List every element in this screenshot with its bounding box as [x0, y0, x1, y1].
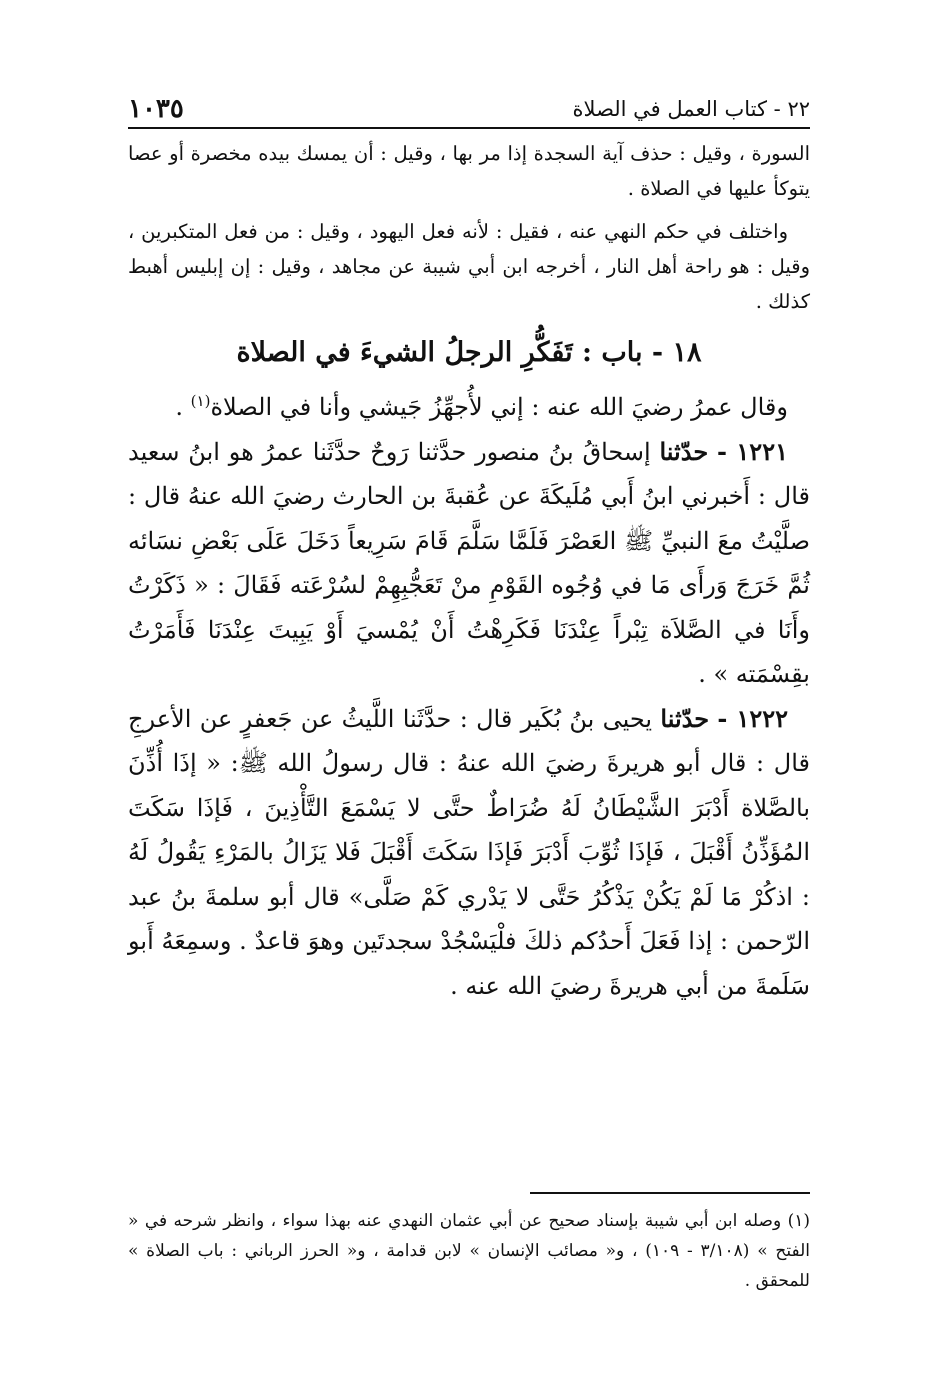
narration-keyword: حدّثنا — [660, 703, 710, 733]
footnotes — [128, 1206, 810, 1296]
hadith-text: إسحاقُ بنُ منصور حدَّثنا رَوحٌ حدَّثَنا عمرُ هو ابنُ سعيد قال : أَخبرني ابنُ أَبي مُلَيكَةَ عن عُقبةَ بن الحارث رضيَ الله عنهُ قال : صلَّيْتُ معَ النبيِّ ﷺ العَصْرَ فَلَمَّا سَلَّمَ قَامَ سَرِيعاً دَخَلَ عَلَى بَعْضِ نسَائه ثُمَّ خَرَجَ وَرأَى مَا في وُجُوه القَوْمِ منْ تَعَجُّبِهِمْ لسُرْعَته فَقَالَ : « ذَكَرْتُ وأَنَا في الصَّلاَة تِبْراً عِنْدَنَا فَكَرِهْتُ أَنْ يُمْسيَ أَوْ يَبِيتَ عِنْدَنَا فَأَمَرْتُ بقِسْمَته » . — [128, 437, 810, 688]
running-title: ٢٢ - كتاب العمل في الصلاة — [572, 97, 810, 121]
chapter-heading: ١٨ - باب : تَفَكُّرِ الرجلُ الشيءَ في الصلاة — [236, 337, 702, 368]
page-body — [128, 136, 810, 1008]
hadith-text: يحيى بنُ بُكَير قال : حدَّثَنا اللَّيثُ عن جَعفرٍ عن الأعرجِ قال : قال أبو هريرةَ رضيَ الله عنهُ : قال رسولُ الله ﷺ: « إذَا أُذِّنَ بالصَّلاة أَدْبَرَ الشَّيْطَانُ لَهُ ضُرَاطٌ حتَّى لا يَسْمَعَ التَّأْذِينَ ، فَإذَا سَكَتَ المُؤَذِّنُ أَقْبَلَ ، فَإذَا ثُوِّبَ أَدْبَرَ فَإذَا سَكَتَ أَقْبَلَ فَلا يَزَالُ بالمَرْءِ يَقُولُ لَهُ : اذكُرْ مَا لَمْ يَكُنْ يَذْكُرُ حَتَّى لا يَدْري كَمْ صَلَّى» قال أبو سلمةَ بنُ عبد الرّحمن : إذا فَعَلَ أَحدُكم ذلكَ فلْيَسْجُدْ سجدتَين وهوَ قاعدٌ . وسمِعَهُ أَبو سَلَمةَ من أبي هريرةَ رضيَ الله عنه . — [128, 704, 810, 1000]
umar-quote — [128, 385, 810, 430]
hadith-1222 — [128, 697, 810, 1009]
hadith-1221 — [128, 430, 810, 697]
hadith-number: ١٢٢١ - — [716, 436, 788, 466]
umar-quote-text: وقال عمرُ رضيَ الله عنه : إني لأُجهِّزُ جَيشي وأنا في الصلاة — [210, 393, 788, 421]
page-number: ١٠٣٥ — [128, 94, 184, 124]
header-rule — [128, 127, 810, 129]
commentary-paragraph-1: السورة ، وقيل : حذف آية السجدة إذا مر بها ، وقيل : أن يمسك بيده مخصرة أو عصا يتوكأ عليها في الصلاة . — [128, 142, 810, 200]
page-header — [128, 80, 810, 124]
footnote-1: (١) وصله ابن أبي شيبة بإسناد صحيح عن أبي عثمان النهدي عنه بهذا سواء ، وانظر شرحه في « الفتح » (٣/١٠٨ - ١٠٩) ، و« مصائب الإنسان » لابن قدامة ، و« الحرز الرباني : باب الصلاة » للمحقق . — [128, 1211, 810, 1291]
narration-keyword: حدّثنا — [659, 436, 709, 466]
umar-quote-end: . — [175, 393, 191, 421]
commentary-paragraph-2: واختلف في حكم النهي عنه ، فقيل : لأنه فعل اليهود ، وقيل : من فعل المتكبرين ، وقيل : هو راحة أهل النار ، أخرجه ابن أبي شيبة عن مجاهد ، وقيل : إن إبليس أهبط كذلك . — [128, 220, 810, 313]
footnote-rule — [530, 1192, 810, 1194]
hadith-number: ١٢٢٢ - — [717, 703, 788, 733]
footnote-ref: (١) — [190, 392, 211, 410]
